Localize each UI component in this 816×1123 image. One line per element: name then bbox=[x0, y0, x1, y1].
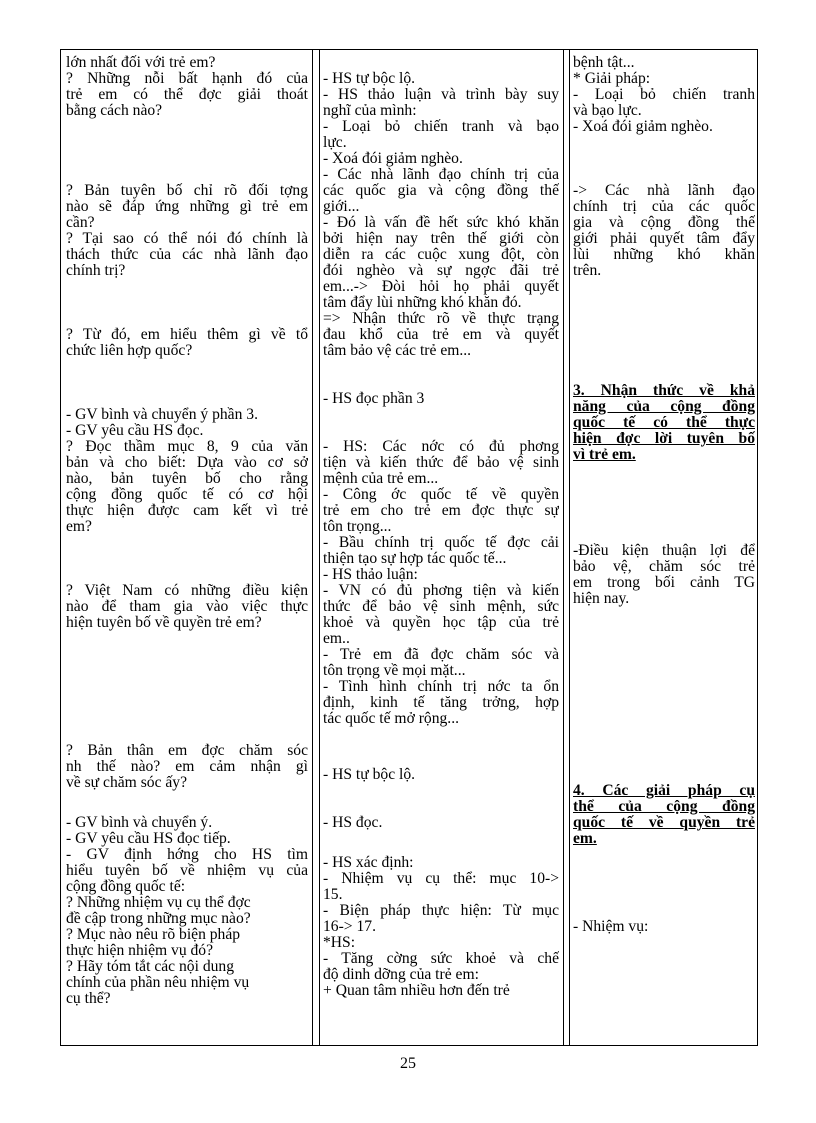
student-line: tâm đẩy lùi những khó khăn đó. bbox=[323, 294, 522, 311]
content-line: em. bbox=[573, 830, 597, 847]
student-line: - Tăng cờng sức khoẻ và chế bbox=[323, 951, 559, 967]
student-line: - VN có đủ phơng tiện và kiến bbox=[323, 583, 559, 599]
teacher-line: hiện tuyên bố về quyền trẻ em? bbox=[66, 614, 262, 631]
teacher-line: em? bbox=[66, 518, 92, 535]
lesson-table bbox=[60, 49, 758, 1046]
teacher-line: chức liên hợp quốc? bbox=[66, 342, 193, 359]
content-line: bảo vệ, chăm sóc trẻ bbox=[573, 559, 755, 575]
student-line: trẻ em cho trẻ em đợc thực sự bbox=[323, 503, 559, 519]
teacher-line: ? Mục nào nêu rõ biện pháp bbox=[66, 926, 241, 943]
student-line: em...-> Đòi hỏi họ phải quyết bbox=[323, 279, 559, 295]
teacher-line: chính trị? bbox=[66, 262, 126, 279]
teacher-line: ? Những nỗi bất hạnh đó của bbox=[66, 71, 308, 87]
teacher-line: ? Bản thân em đợc chăm sóc bbox=[66, 743, 308, 759]
student-line: - Đó là vấn đề hết sức khó khăn bbox=[323, 215, 559, 231]
teacher-line: - GV bình và chuyển ý phần 3. bbox=[66, 406, 258, 423]
student-line: tiện và kiến thức để bảo vệ sinh bbox=[323, 455, 559, 471]
content-line: vì trẻ em. bbox=[573, 446, 636, 463]
student-line: - HS tự bộc lộ. bbox=[323, 766, 416, 783]
teacher-line: lớn nhất đối với trẻ em? bbox=[66, 55, 216, 71]
student-line: - HS đọc phần 3 bbox=[323, 390, 425, 407]
teacher-line: trẻ em có thể đợc giải thoát bbox=[66, 87, 308, 103]
teacher-activity-column bbox=[66, 55, 308, 1045]
column-divider bbox=[569, 50, 570, 1045]
teacher-line: cần? bbox=[66, 214, 95, 231]
column-divider bbox=[312, 50, 313, 1045]
student-line: 15. bbox=[323, 886, 343, 903]
teacher-line: - GV định hớng cho HS tìm bbox=[66, 847, 308, 863]
teacher-line: thách thức của các nhà lãnh đạo bbox=[66, 247, 308, 263]
student-line: đau khổ của trẻ em và quyết bbox=[323, 327, 559, 343]
student-line: khoẻ và quyền học tập của trẻ bbox=[323, 615, 559, 631]
student-line: nghĩ của mình: bbox=[323, 102, 417, 119]
teacher-line: ? Từ đó, em hiểu thêm gì về tổ bbox=[66, 327, 308, 343]
student-line: thiện tạo sự hợp tác quốc tế... bbox=[323, 550, 507, 567]
student-line: - HS thảo luận: bbox=[323, 566, 418, 583]
student-line: tác quốc tế mở rộng... bbox=[323, 710, 459, 727]
student-line: + Quan tâm nhiều hơn đến trẻ bbox=[323, 982, 510, 999]
teacher-line: hiểu tuyên bố về nhiệm vụ của bbox=[66, 863, 308, 879]
content-line: quốc tế có thể thực bbox=[573, 415, 755, 431]
student-line: => Nhận thức rõ về thực trạng bbox=[323, 311, 559, 327]
student-line: - HS tự bộc lộ. bbox=[323, 70, 416, 87]
student-line: - HS đọc. bbox=[323, 814, 383, 831]
student-line: tâm bảo vệ các trẻ em... bbox=[323, 342, 472, 359]
teacher-line: chính của phần nêu nhiệm vụ bbox=[66, 974, 250, 991]
student-line: - Loại bỏ chiến tranh và bạo bbox=[323, 119, 559, 135]
student-line: - Xoá đói giảm nghèo. bbox=[323, 150, 463, 167]
teacher-line: ? Việt Nam có những điều kiện bbox=[66, 583, 308, 599]
student-line: bởi hiện nay trên thế giới còn bbox=[323, 231, 559, 247]
student-activity-column bbox=[323, 55, 559, 1045]
teacher-line: ? Hãy tóm tắt các nội dung bbox=[66, 958, 235, 975]
teacher-line: nh thế nào? em cảm nhận gì bbox=[66, 759, 308, 775]
content-line: -> Các nhà lãnh đạo bbox=[573, 183, 755, 199]
student-line: - Biện pháp thực hiện: Từ mục bbox=[323, 903, 559, 919]
student-line: lực. bbox=[323, 134, 347, 151]
teacher-line: cộng đồng quốc tế có cơ hội bbox=[66, 487, 308, 503]
student-line: - HS: Các nớc có đủ phơng bbox=[323, 439, 559, 455]
teacher-line: nào, bản tuyên bố cho rằng bbox=[66, 471, 308, 487]
student-line: độ dinh dỡng của trẻ em: bbox=[323, 966, 479, 983]
teacher-line: ? Đọc thầm mục 8, 9 của văn bbox=[66, 439, 308, 455]
teacher-line: ? Tại sao có thể nói đó chính là bbox=[66, 231, 308, 247]
content-line: lùi những khó khăn bbox=[573, 247, 755, 263]
content-line: - Xoá đói giảm nghèo. bbox=[573, 118, 713, 135]
student-line: giới... bbox=[323, 198, 360, 215]
student-line: diễn ra các cuộc xung đột, còn bbox=[323, 247, 559, 263]
content-line: em trong bối cảnh TG bbox=[573, 575, 755, 591]
student-line: - Trẻ em đã đợc chăm sóc và bbox=[323, 647, 559, 663]
student-line: các quốc gia và cộng đồng thế bbox=[323, 183, 559, 199]
content-line: quốc tế về quyền trẻ bbox=[573, 815, 755, 831]
content-line: hiện nay. bbox=[573, 590, 630, 607]
teacher-line: cộng đồng quốc tế: bbox=[66, 878, 186, 895]
teacher-line: bản và cho biết: Dựa vào cơ sở bbox=[66, 455, 308, 471]
content-line: chính trị của các quốc bbox=[573, 199, 755, 215]
teacher-line: - GV yêu cầu HS đọc. bbox=[66, 422, 204, 439]
student-line: - HS xác định: bbox=[323, 854, 414, 871]
student-line: *HS: bbox=[323, 934, 356, 951]
student-line: tôn trọng... bbox=[323, 518, 392, 535]
content-line: - Nhiệm vụ: bbox=[573, 918, 649, 935]
content-line: gia và cộng đồng thế bbox=[573, 215, 755, 231]
student-line: 16-> 17. bbox=[323, 918, 376, 935]
student-line: - Các nhà lãnh đạo chính trị của bbox=[323, 167, 559, 183]
column-divider bbox=[563, 50, 564, 1045]
column-divider bbox=[319, 50, 320, 1045]
content-line: bệnh tật... bbox=[573, 55, 635, 71]
student-line: - Nhiệm vụ cụ thể: mục 10-> bbox=[323, 871, 559, 887]
student-line: - Công ớc quốc tế về quyền bbox=[323, 487, 559, 503]
student-line: - Bầu chính trị quốc tế đợc cải bbox=[323, 535, 559, 551]
teacher-line: nào để tham gia vào việc thực bbox=[66, 599, 308, 615]
content-line: giới phải quyết tâm đẩy bbox=[573, 231, 755, 247]
content-line: 4. Các giải pháp cụ bbox=[573, 783, 755, 799]
content-line: hiện đợc lời tuyên bố bbox=[573, 431, 755, 447]
student-line: - HS thảo luận và trình bày suy bbox=[323, 87, 559, 103]
teacher-line: ? Những nhiệm vụ cụ thể đợc bbox=[66, 894, 251, 911]
teacher-line: bằng cách nào? bbox=[66, 102, 163, 119]
teacher-line: thực hiện được cam kết vì trẻ bbox=[66, 503, 308, 519]
student-line: - Tình hình chính trị nớc ta ổn bbox=[323, 679, 559, 695]
teacher-line: cụ thể? bbox=[66, 990, 111, 1007]
teacher-line: ? Bản tuyên bố chỉ rõ đối tợng bbox=[66, 183, 308, 199]
teacher-line: đề cập trong những mục nào? bbox=[66, 910, 251, 927]
teacher-line: - GV yêu cầu HS đọc tiếp. bbox=[66, 830, 231, 847]
content-line: thể của cộng đồng bbox=[573, 799, 755, 815]
lesson-content-column bbox=[573, 55, 755, 1045]
student-line: em.. bbox=[323, 630, 350, 647]
student-line: tôn trọng về mọi mặt... bbox=[323, 662, 466, 679]
teacher-line: thực hiện nhiệm vụ đó? bbox=[66, 942, 214, 959]
content-line: * Giải pháp: bbox=[573, 70, 651, 87]
content-line: -Điều kiện thuận lợi để bbox=[573, 543, 755, 559]
teacher-line: - GV bình và chuyển ý. bbox=[66, 814, 213, 831]
student-line: định, kinh tế tăng trởng, hợp bbox=[323, 695, 559, 711]
teacher-line: về sự chăm sóc ấy? bbox=[66, 774, 188, 791]
content-line: năng của cộng đồng bbox=[573, 399, 755, 415]
page-number: 25 bbox=[400, 1055, 416, 1072]
content-line: - Loại bỏ chiến tranh bbox=[573, 87, 755, 103]
content-line: trên. bbox=[573, 262, 602, 279]
teacher-line: nào sẽ đáp ứng những gì trẻ em bbox=[66, 199, 308, 215]
student-line: đói nghèo và sự ngợc đãi trẻ bbox=[323, 263, 559, 279]
student-line: mệnh của trẻ em... bbox=[323, 470, 439, 487]
content-line: 3. Nhận thức về khả bbox=[573, 383, 755, 399]
content-line: và bạo lực. bbox=[573, 102, 642, 119]
student-line: thức để bảo vệ sinh mệnh, sức bbox=[323, 599, 559, 615]
